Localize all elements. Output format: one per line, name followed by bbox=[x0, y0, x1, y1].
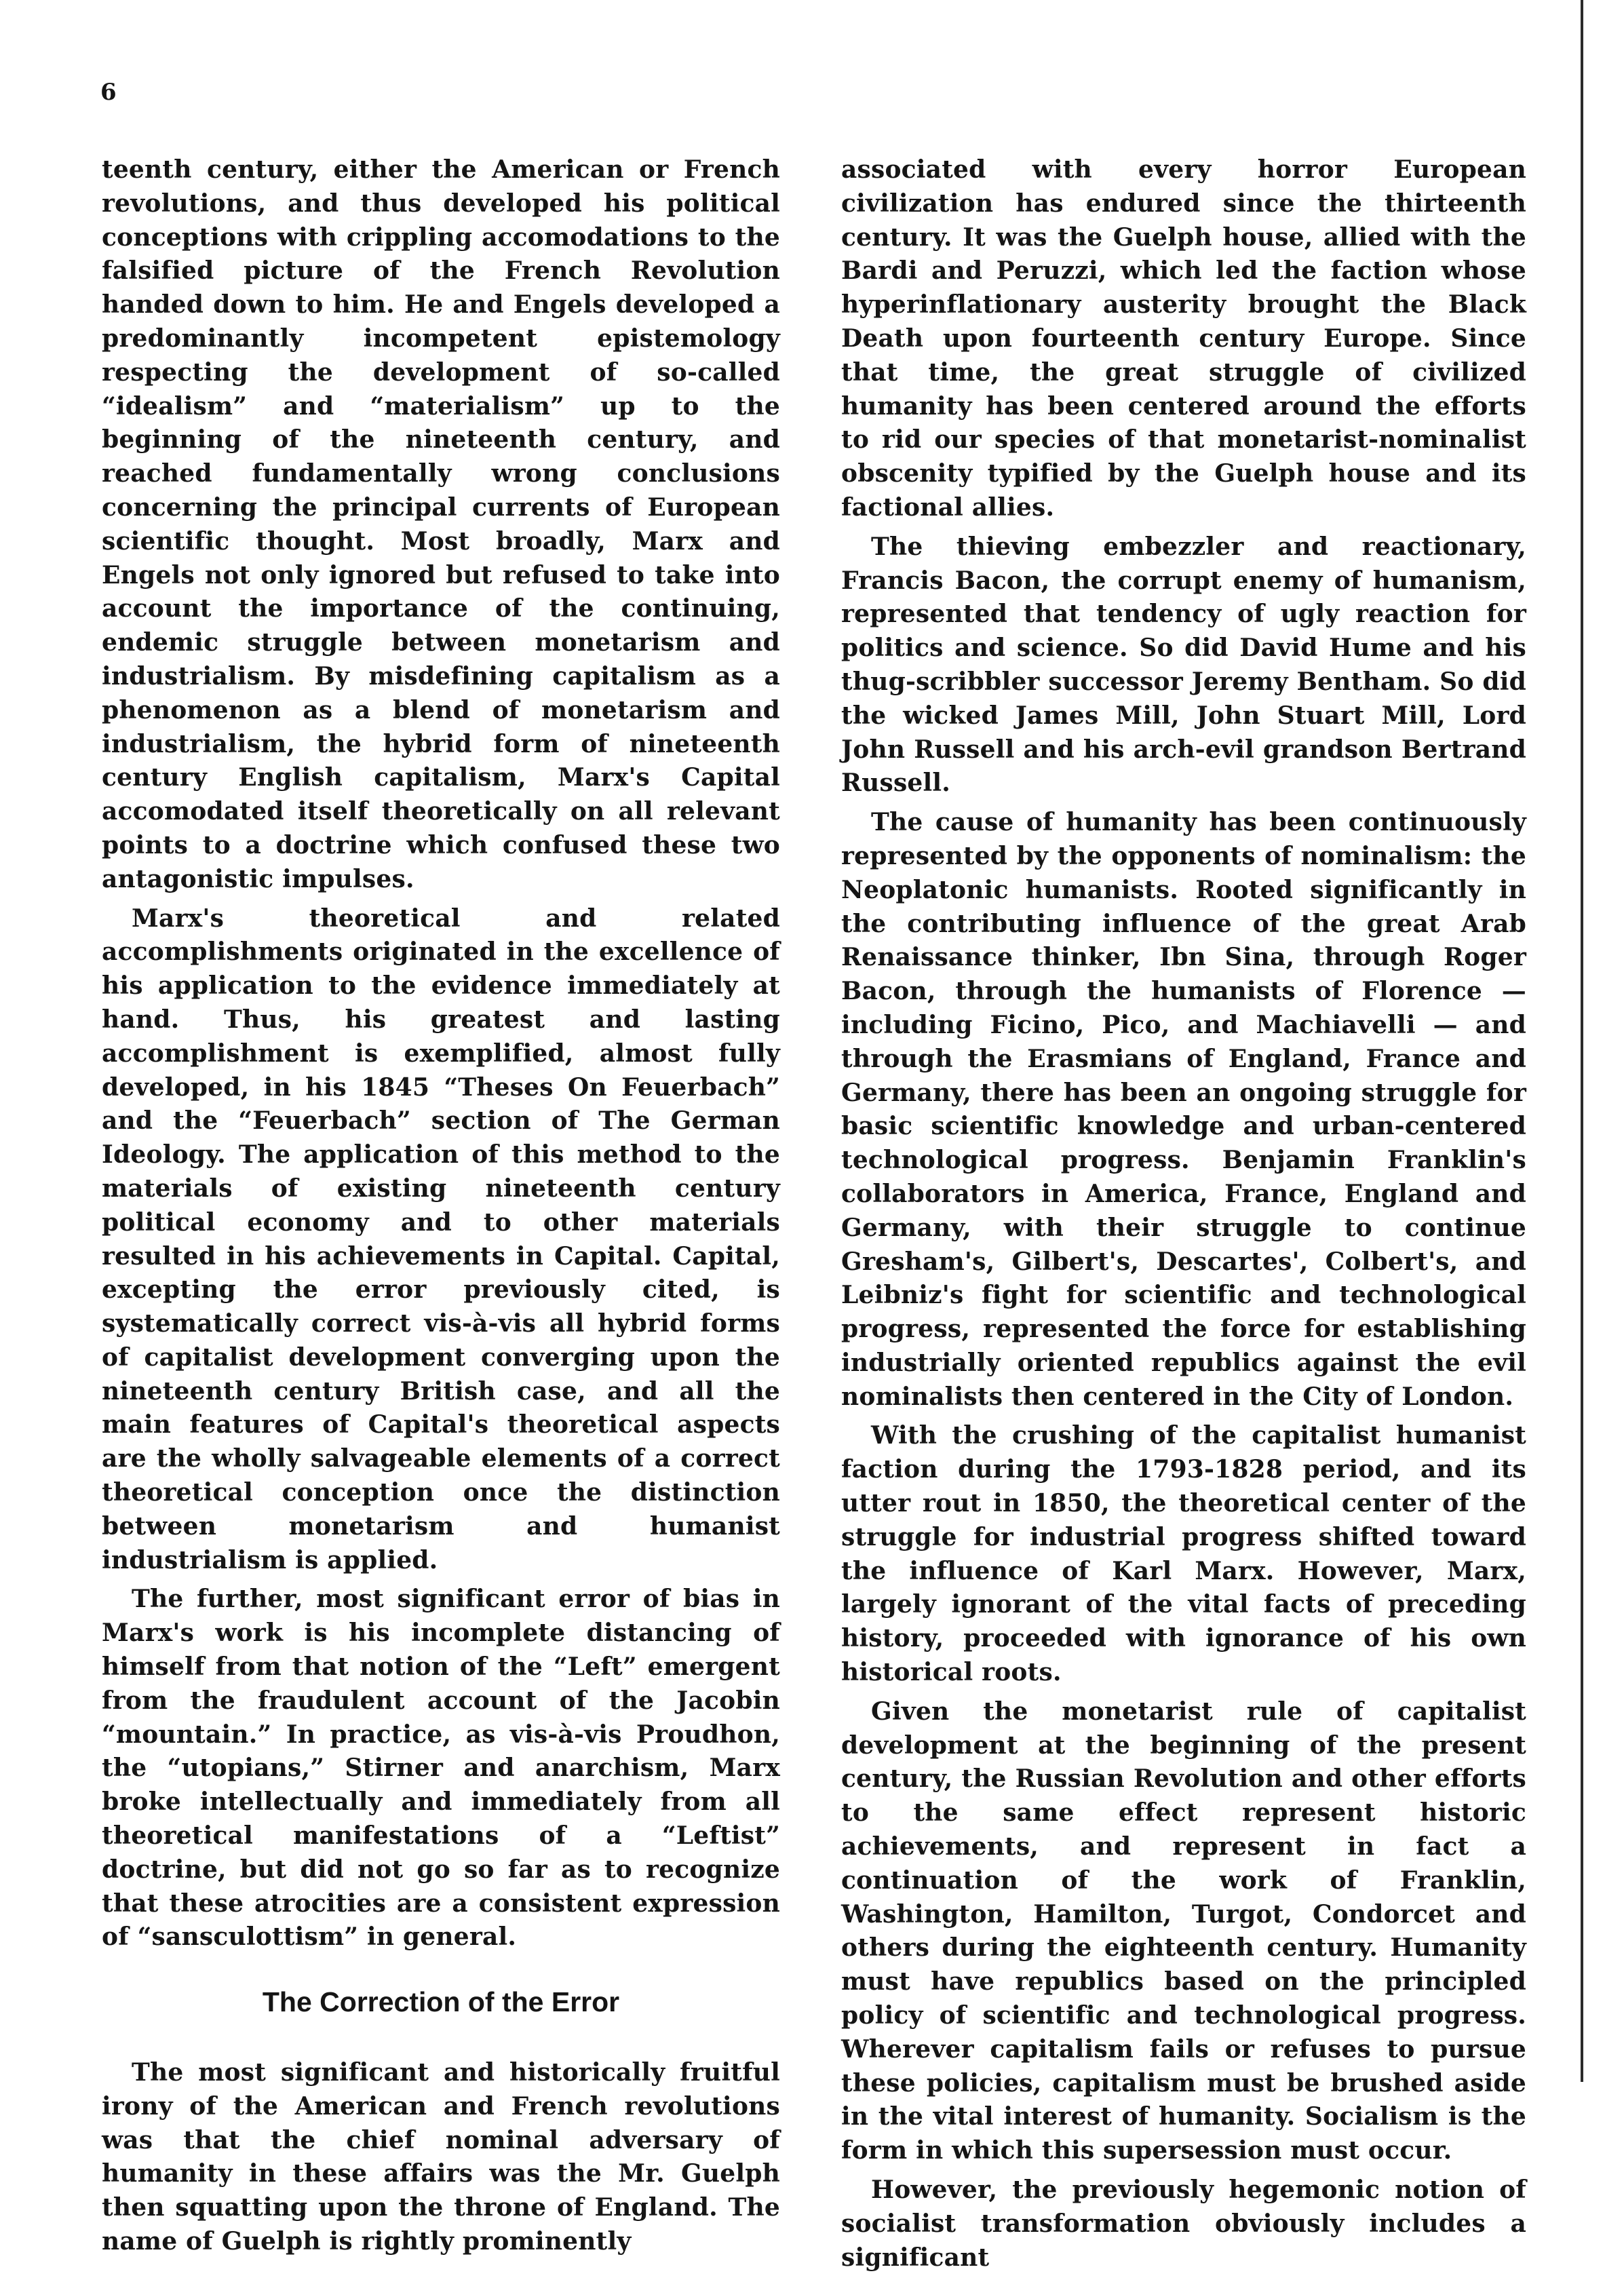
page-number: 6 bbox=[100, 79, 117, 106]
left-paragraph-4: The most significant and historically fruitful irony of the American and French revolutions was that the chief nominal adversary of humanity in these affairs was the Mr. Guelph then squatting upon the throne of England. The name of Guelph is rightly prominently bbox=[102, 2058, 780, 2256]
right-paragraph-6: However, the previously hegemonic notion of socialist transformation obviously includes a significant bbox=[841, 2176, 1526, 2272]
left-paragraph-2: Marx's theoretical and related accomplishments originated in the excellence of his application to the evidence immediately at hand. Thus, his greatest and lasting accomplishment is exemplified, almost fully developed, in his 1845 “Theses On Feuerbach” and the “Feuerbach” section of The German Ideology. The application of this method to the materials of existing nineteenth century political economy and to other materials resulted in his achievements in Capital. Capital, excepting the error previously cited, is systematically correct vis-à-vis all hybrid forms of capitalist development converging upon the nineteenth century British case, and all the main features of Capital's theoretical aspects are the wholly salvageable elements of a correct theoretical conception once the distinction between monetarism and humanist industrialism is applied. bbox=[102, 904, 780, 1574]
left-paragraph-3: The further, most significant error of bias in Marx's work is his incomplete distancing of himself from that notion of the “Left” emergent from the fraudulent account of the Jacobin “mountain.” In practice, as vis-à-vis Proudhon, the “utopians,” Stirner and anarchism, Marx broke intellectually and immediately from all theoretical manifestations of a “Leftist” doctrine, but did not go so far as to recognize that these atrocities are a consistent expression of “sansculottism” in general. bbox=[102, 1585, 780, 1952]
right-paragraph-1: associated with every horror European civilization has endured since the thirteenth century. It was the Guelph house, allied with the Bardi and Peruzzi, which led the faction whose hyperinflationary austerity brought the Black Death upon fourteenth century Europe. Since that time, the great struggle of civilized humanity has been centered around the efforts to rid our species of that monetarist-nominalist obscenity typified by the Guelph house and its factional allies. bbox=[841, 155, 1526, 522]
right-column bbox=[841, 153, 1526, 2280]
right-paragraph-3: The cause of humanity has been continuously represented by the opponents of nominalism: the Neoplatonic humanists. Rooted significantly in the contributing influence of the great Arab Renaissance thinker, Ibn Sina, through Roger Bacon, through the humanists of Florence — including Ficino, Pico, and Machiavelli — and through the Erasmians of England, France and Germany, there has been an ongoing struggle for basic scientific knowledge and urban-centered technological progress. Benjamin Franklin's collaborators in America, France, England and Germany, with their struggle to continue Gresham's, Gilbert's, Descartes', Colbert's, and Leibniz's fight for scientific and technological progress, represented the force for establishing industrially oriented republics against the evil nominalists then centered in the City of London. bbox=[841, 808, 1526, 1411]
right-paragraph-2: The thieving embezzler and reactionary, Francis Bacon, the corrupt enemy of humanism, represented that tendency of ugly reaction for politics and science. So did David Hume and his thug-scribbler successor Jeremy Bentham. So did the wicked James Mill, John Stuart Mill, Lord John Russell and his arch-evil grandson Bertrand Russell. bbox=[841, 532, 1526, 798]
section-heading: The Correction of the Error bbox=[262, 1986, 620, 2018]
page-edge-divider bbox=[1581, 0, 1583, 2082]
right-paragraph-4: With the crushing of the capitalist humanist faction during the 1793-1828 period, and its utter rout in 1850, the theoretical center of the struggle for industrial progress shifted toward the influence of Karl Marx. However, Marx, largely ignorant of the vital facts of preceding history, proceeded with ignorance of his own historical roots. bbox=[841, 1421, 1526, 1687]
left-paragraph-1: teenth century, either the American or French revolutions, and thus developed his political conceptions with crippling accomodations to the falsified picture of the French Revolution handed down to him. He and Engels developed a predominantly incompetent epistemology respecting the development of so-called “idealism” and “materialism” up to the beginning of the nineteenth century, and reached fundamentally wrong conclusions concerning the principal currents of European scientific thought. Most broadly, Marx and Engels not only ignored but refused to take into account the importance of the continuing, endemic struggle between monetarism and industrialism. By misdefining capitalism as a phenomenon as a blend of monetarism and industrialism, the hybrid form of nineteenth century English capitalism, Marx's Capital accomodated itself theoretically on all relevant points to a doctrine which confused these two antagonistic impulses. bbox=[102, 155, 780, 893]
right-paragraph-5: Given the monetarist rule of capitalist development at the beginning of the present century, the Russian Revolution and other efforts to the same effect represent historic achievements, and represent in fact a continuation of the work of Franklin, Washington, Hamilton, Turgot, Condorcet and others during the eighteenth century. Humanity must have republics based on the principled policy of scientific and technological progress. Wherever capitalism fails or refuses to pursue these policies, capitalism must be brushed aside in the vital interest of humanity. Socialism is the form in which this supersession must occur. bbox=[841, 1697, 1526, 2165]
left-column bbox=[102, 153, 780, 2264]
